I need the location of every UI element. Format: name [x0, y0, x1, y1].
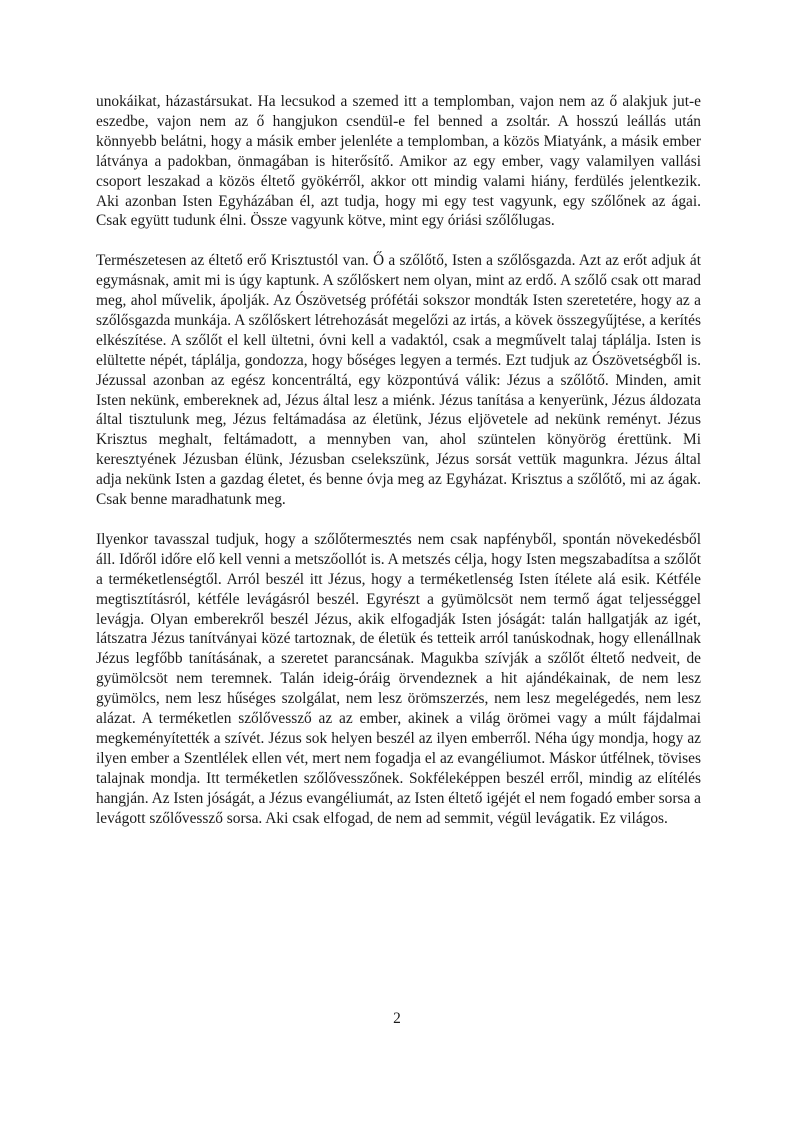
page-number: 2 — [393, 1010, 401, 1027]
paragraph-1: unokáikat, házastársukat. Ha lecsukod a szemed itt a templomban, vajon nem az ő alakjuk jut-e eszedbe, vajon nem az ő hangjukon csendül-e fel benned a zsoltár. A hosszú leállás után könnyebb belátni, hogy a másik ember jelenléte a templomban, a közös Miatyánk, a másik ember látványa a padokban, önmagában is hiterősítő. Amikor az egy ember, vagy valamilyen vallási csoport leszakad a közös éltető gyökérről, akkor ott mindig valami hiány, ferdülés jelentkezik. Aki azonban Isten Egyházában él, azt tudja, hogy mi egy test vagyunk, egy szőlőnek az ágai. Csak együtt tudunk élni. Össze vagyunk kötve, mint egy óriási szőlőlugas. — [96, 93, 701, 230]
paragraph-2: Természetesen az éltető erő Krisztustól van. Ő a szőlőtő, Isten a szőlősgazda. Azt az erőt adjuk át egymásnak, amit mi is úgy kaptunk. A szőlőskert nem olyan, mint az erdő. A szőlő csak ott marad meg, ahol művelik, ápolják. Az Ószövetség prófétái sokszor mondták Isten szeretetére, hogy az a szőlősgazda munkája. A szőlőskert létrehozását megelőzi az irtás, a kövek összegyűjtése, a kerítés elkészítése. A szőlőt el kell ültetni, óvni kell a vadaktól, csak a megművelt talaj táplálja. Isten is elültette népét, táplálja, gondozza, hogy bőséges legyen a termés. Ezt tudjuk az Ószövetségből is. Jézussal azonban az egész koncentráltá, egy központúvá válik: Jézus a szőlőtő. Minden, amit Isten nekünk, embereknek ad, Jézus által lesz a miénk. Jézus tanítása a kenyerünk, Jézus áldozata által tisztulunk meg, Jézus feltámadása az életünk, Jézus eljövetele ad nekünk reményt. Jézus Krisztus meghalt, feltámadott, a mennyben van, ahol szüntelen könyörög érettünk. Mi keresztyének Jézusban élünk, Jézusban cselekszünk, Jézus sorsát vettük magunkra. Jézus által adja nekünk Isten a gazdag életet, és benne óvja meg az Egyházat. Krisztus a szőlőtő, mi az ágak. Csak benne maradhatunk meg. — [96, 252, 701, 509]
paragraph-3: Ilyenkor tavasszal tudjuk, hogy a szőlőtermesztés nem csak napfényből, spontán növekedésből áll. Időről időre elő kell venni a metszőollót is. A metszés célja, hogy Isten megszabadítsa a szőlőt a terméketlenségtől. Arról beszél itt Jézus, hogy a terméketlenség Isten ítélete alá esik. Kétféle megtisztításról, kétféle levágásról beszél. Egyrészt a gyümölcsöt nem termő ágat teljességgel levágja. Olyan emberekről beszél Jézus, akik elfogadják Isten jóságát: talán hallgatják az igét, látszatra Jézus tanítványai közé tartoznak, de életük és tetteik arról tanúskodnak, hogy ellenállnak Jézus legfőbb tanításának, a szeretet parancsának. Magukba szívják a szőlőt éltető nedveit, de gyümölcsöt nem teremnek. Talán ideig-óráig örvendeznek a hit ajándékainak, de nem lesz gyümölcs, nem lesz hűséges szolgálat, nem lesz örömszerzés, nem lesz megelégedés, nem lesz alázat. A terméketlen szőlővessző az az ember, akinek a világ örömei vagy a múlt fájdalmai megkeményítették a szívét. Jézus sok helyen beszél az ilyen emberről. Néha úgy mondja, hogy az ilyen ember a Szentlélek ellen vét, mert nem fogadja el az evangéliumot. Máskor útfélnek, tövises talajnak mondja. Itt terméketlen szőlővesszőnek. Sokféleképpen beszél erről, mindig az elítélés hangján. Az Isten jóságát, a Jézus evangéliumát, az Isten éltető igéjét el nem fogadó ember sorsa a levágott szőlővessző sorsa. Aki csak elfogad, de nem ad semmit, végül levágatik. Ez világos. — [96, 530, 701, 827]
document-body — [96, 92, 701, 848]
